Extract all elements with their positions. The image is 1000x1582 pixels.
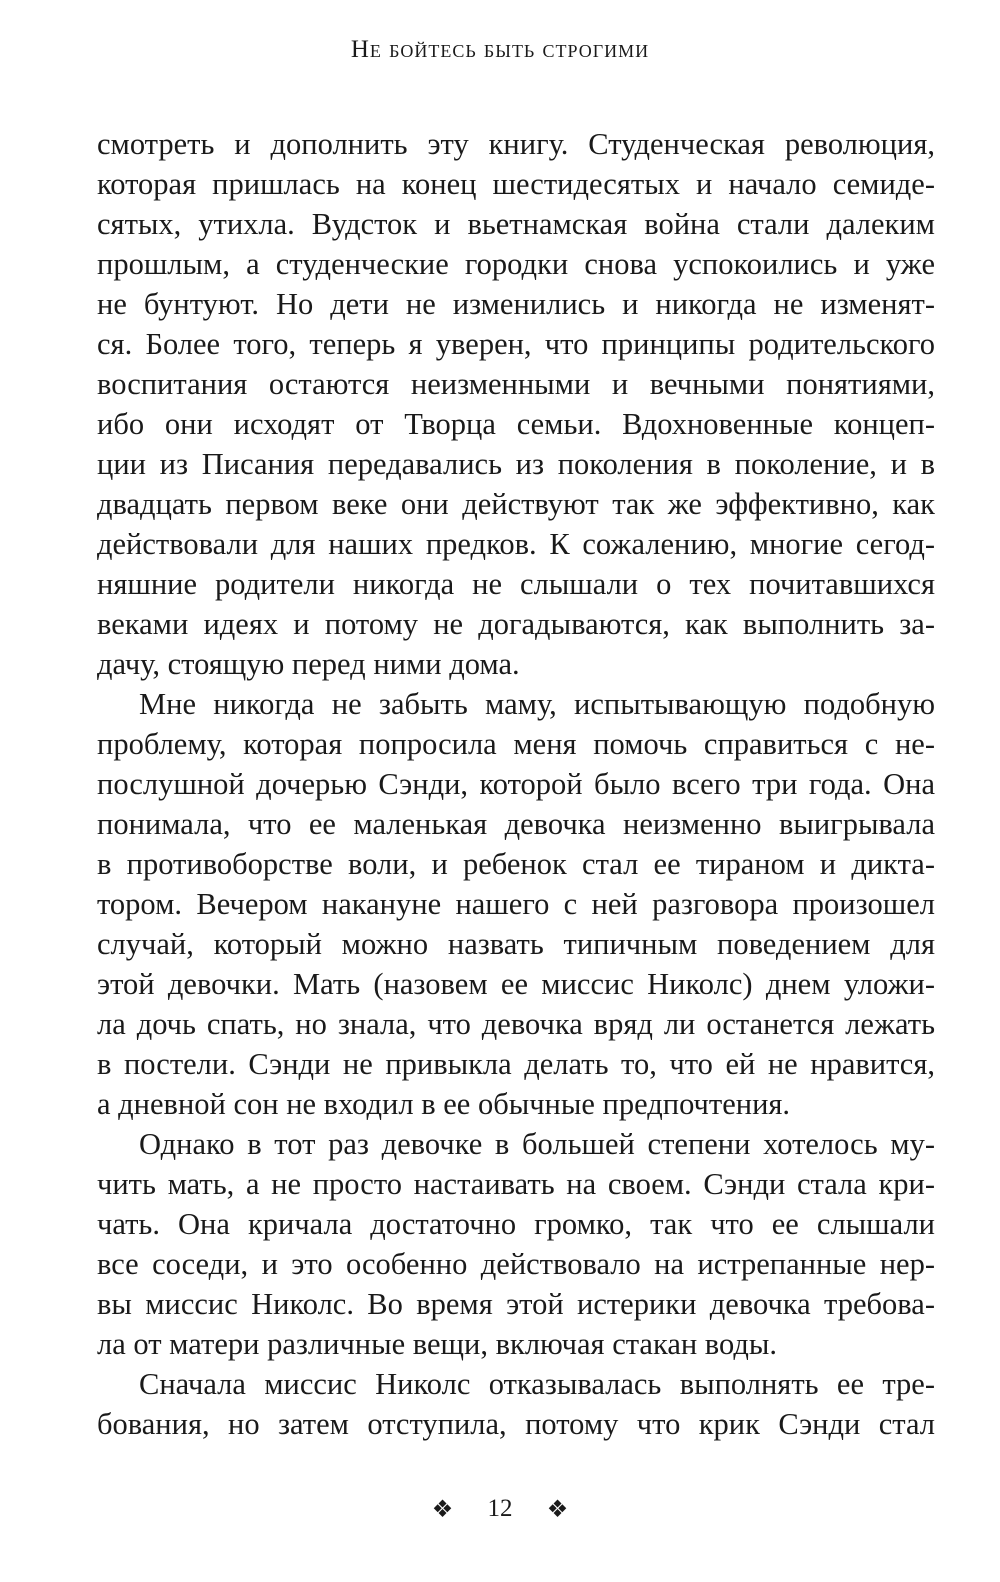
text-line: чать. Она кричала достаточно громко, так что ее слышали xyxy=(97,1207,935,1241)
text-line: веками идеях и потому не догадываются, как выполнить за- xyxy=(97,607,935,641)
text-line: этой девочки. Мать (назовем ее миссис Николс) днем уложи- xyxy=(97,967,935,1001)
paragraph xyxy=(97,1364,935,1444)
text-line: в постели. Сэнди не привыкла делать то, что ей не нравится, xyxy=(97,1047,935,1081)
text-line: ся. Более того, теперь я уверен, что принципы родительского xyxy=(97,327,935,361)
text-line: проблему, которая попросила меня помочь справиться с не- xyxy=(97,727,935,761)
text-line: няшние родители никогда не слышали о тех почитавшихся xyxy=(97,567,935,601)
text-line: ибо они исходят от Творца семьи. Вдохновенные концеп- xyxy=(97,407,935,441)
text-line: чить мать, а не просто настаивать на своем. Сэнди стала кри- xyxy=(97,1167,935,1201)
text-line: тором. Вечером накануне нашего с ней разговора произошел xyxy=(97,887,935,921)
text-line: сятых, утихла. Вудсток и вьетнамская война стали далеким xyxy=(97,207,935,241)
text-line: смотреть и дополнить эту книгу. Студенческая революция, xyxy=(97,127,935,161)
ornament-right-icon: ❖ xyxy=(546,1497,569,1523)
ornament-left-icon: ❖ xyxy=(431,1497,454,1523)
text-line: не бунтуют. Но дети не изменились и никогда не изменят- xyxy=(97,287,935,321)
text-line: воспитания остаются неизменными и вечными понятиями, xyxy=(97,367,935,401)
text-line: дачу, стоящую перед ними дома. xyxy=(97,647,520,681)
body-text xyxy=(97,124,935,1444)
text-line: ции из Писания передавались из поколения в поколение, и в xyxy=(97,447,935,481)
text-line: в противоборстве воли, и ребенок стал ее тираном и дикта- xyxy=(97,847,935,881)
paragraph xyxy=(97,1124,935,1364)
paragraph xyxy=(97,684,935,1124)
text-line: Мне никогда не забыть маму, испытывающую подобную xyxy=(139,687,935,721)
text-line: двадцать первом веке они действуют так же эффективно, как xyxy=(97,487,935,521)
text-line: которая пришлась на конец шестидесятых и начало семиде- xyxy=(97,167,935,201)
text-line: Однако в тот раз девочке в большей степени хотелось му- xyxy=(139,1127,935,1161)
text-line: все соседи, и это особенно действовало на истрепанные нер- xyxy=(97,1247,935,1281)
text-line: вы миссис Николс. Во время этой истерики девочка требова- xyxy=(97,1287,935,1321)
running-head: Не бойтесь быть строгими xyxy=(350,36,650,63)
text-line: ла от матери различные вещи, включая стакан воды. xyxy=(97,1327,778,1361)
text-line: бования, но затем отступила, потому что крик Сэнди стал xyxy=(97,1407,935,1441)
text-line: случай, который можно назвать типичным поведением для xyxy=(97,927,935,961)
text-line: ла дочь спать, но знала, что девочка вряд ли останется лежать xyxy=(97,1007,935,1041)
text-line: прошлым, а студенческие городки снова успокоились и уже xyxy=(97,247,935,281)
page-number: 12 xyxy=(487,1495,513,1522)
paragraph xyxy=(97,124,935,684)
text-line: понимала, что ее маленькая девочка неизменно выигрывала xyxy=(97,807,935,841)
text-line: действовали для наших предков. К сожалению, многие сегод- xyxy=(97,527,935,561)
text-line: послушной дочерью Сэнди, которой было всего три года. Она xyxy=(97,767,935,801)
text-line: Сначала миссис Николс отказывалась выполнять ее тре- xyxy=(139,1367,935,1401)
folio xyxy=(0,1495,1000,1524)
text-line: а дневной сон не входил в ее обычные предпочтения. xyxy=(97,1087,791,1121)
